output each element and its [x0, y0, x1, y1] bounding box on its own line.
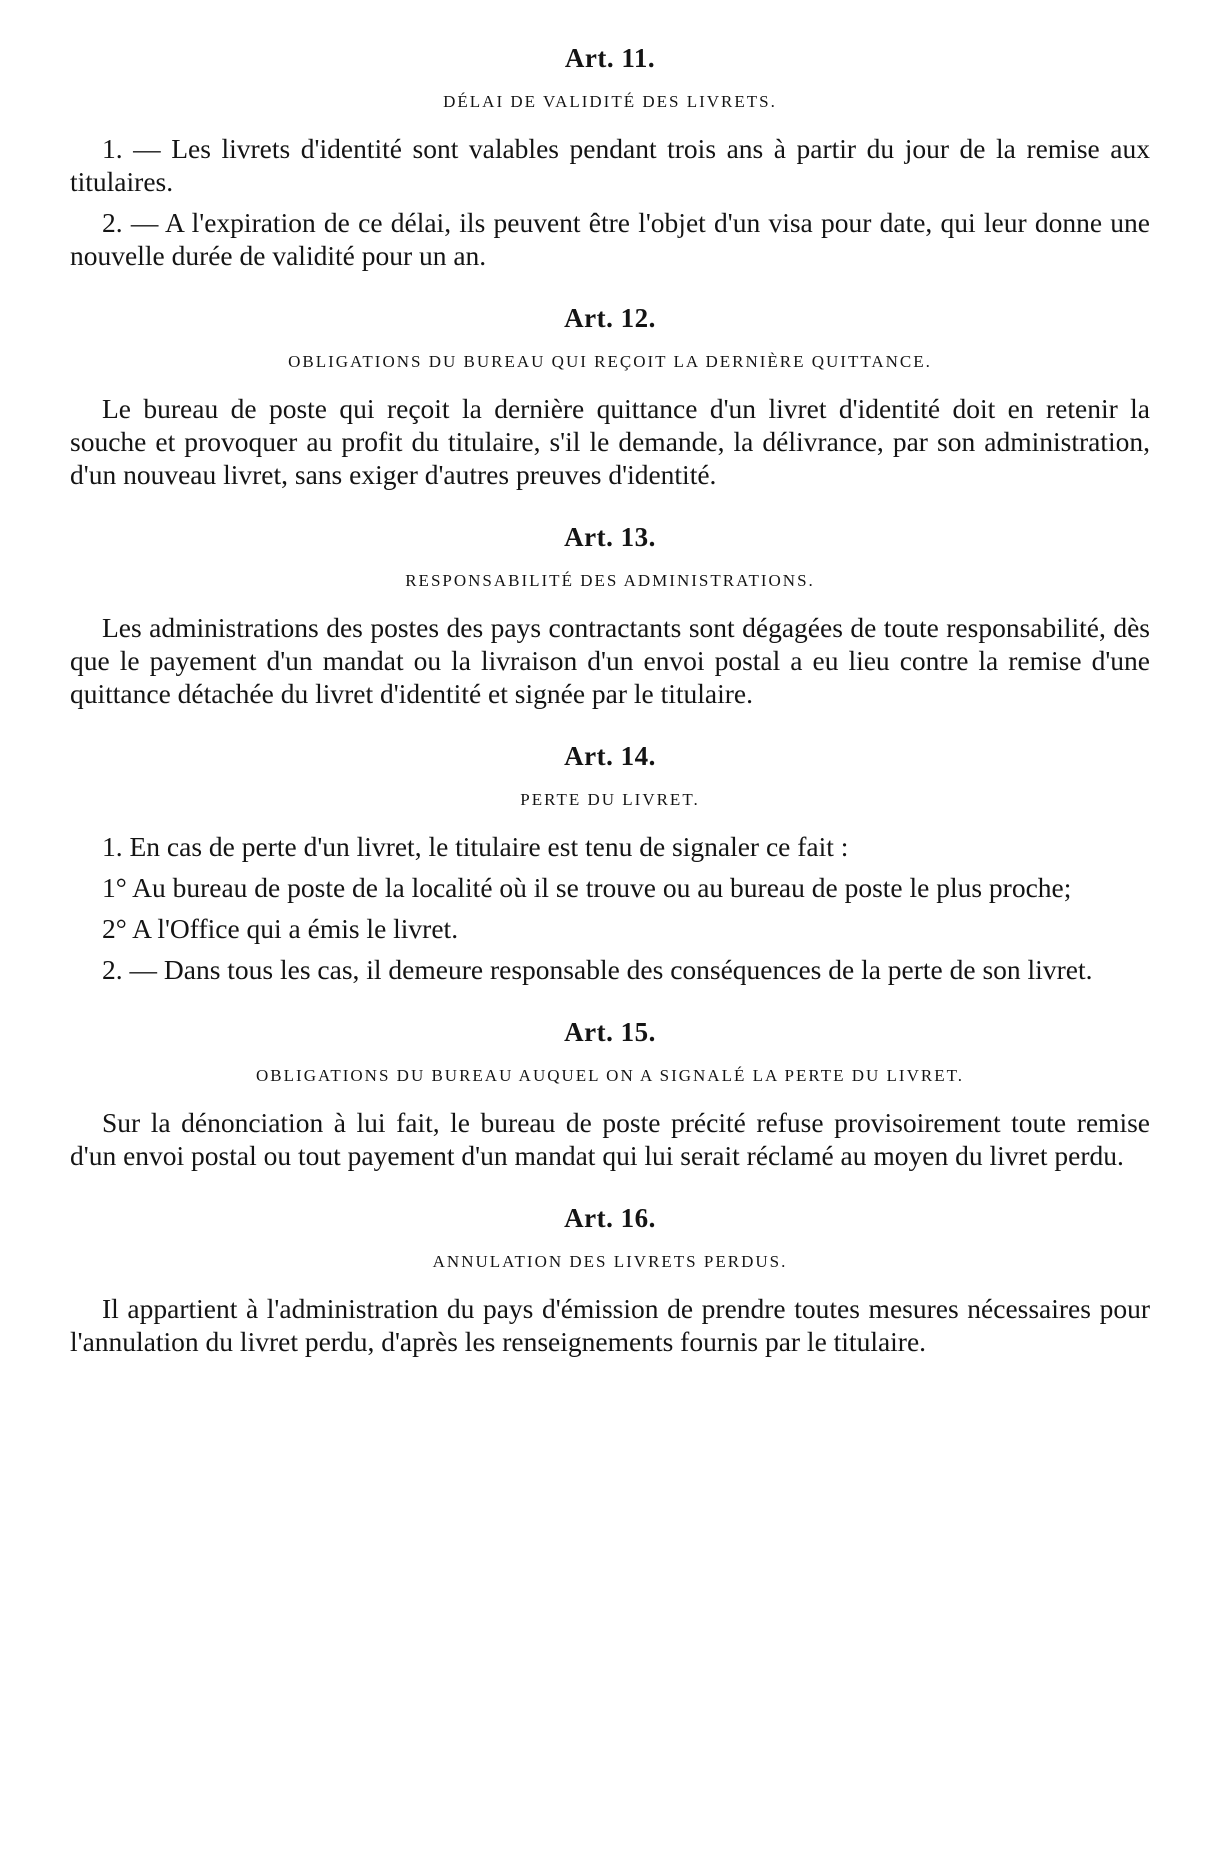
- article-heading: ANNULATION DES LIVRETS PERDUS.: [432, 1252, 788, 1271]
- article-paragraph: 1. — Les livrets d'identité sont valables pendant trois ans à partir du jour de la remise aux titulaires.: [70, 133, 1150, 197]
- article-title: Art. 16.: [564, 1203, 656, 1233]
- article-title: Art. 14.: [564, 741, 656, 771]
- article-16: [70, 1200, 1150, 1358]
- article-list-item: 2° A l'Office qui a émis le livret.: [102, 913, 459, 944]
- article-15: [70, 1014, 1150, 1172]
- article-title: Art. 12.: [564, 303, 656, 333]
- article-heading: DÉLAI DE VALIDITÉ DES LIVRETS.: [443, 92, 777, 111]
- article-title: Art. 11.: [564, 43, 656, 73]
- article-12: [70, 300, 1150, 491]
- article-paragraph: 1. En cas de perte d'un livret, le titulaire est tenu de signaler ce fait :: [102, 831, 849, 862]
- article-paragraph: Le bureau de poste qui reçoit la dernière quittance d'un livret d'identité doit en retenir la souche et provoquer au profit du titulaire, s'il le demande, la délivrance, par son administration, d'un nouveau livret, sans exiger d'autres preuves d'identité.: [70, 393, 1150, 490]
- article-heading: OBLIGATIONS DU BUREAU AUQUEL ON A SIGNALÉ LA PERTE DU LIVRET.: [256, 1066, 964, 1085]
- article-paragraph: Les administrations des postes des pays contractants sont dégagées de toute responsabilité, dès que le payement d'un mandat ou la livraison d'un envoi postal a eu lieu contre la remise d'une quittance détachée du livret d'identité et signée par le titulaire.: [70, 612, 1150, 709]
- article-title: Art. 13.: [564, 522, 656, 552]
- article-title: Art. 15.: [564, 1017, 656, 1047]
- article-heading: RESPONSABILITÉ DES ADMINISTRATIONS.: [405, 571, 815, 590]
- article-14: [70, 738, 1150, 986]
- article-paragraph: 2. — A l'expiration de ce délai, ils peuvent être l'objet d'un visa pour date, qui leur donne une nouvelle durée de validité pour un an.: [70, 207, 1150, 271]
- article-heading: OBLIGATIONS DU BUREAU QUI REÇOIT LA DERNIÈRE QUITTANCE.: [288, 352, 932, 371]
- article-11: [70, 40, 1150, 272]
- article-paragraph: Sur la dénonciation à lui fait, le bureau de poste précité refuse provisoirement toute remise d'un envoi postal ou tout payement d'un mandat qui lui serait réclamé au moyen du livret perdu.: [70, 1107, 1150, 1171]
- article-13: [70, 519, 1150, 710]
- article-paragraph: Il appartient à l'administration du pays d'émission de prendre toutes mesures nécessaires pour l'annulation du livret perdu, d'après les renseignements fournis par le titulaire.: [70, 1293, 1150, 1357]
- article-heading: PERTE DU LIVRET.: [520, 790, 700, 809]
- article-list-item: 1° Au bureau de poste de la localité où il se trouve ou au bureau de poste le plus proche;: [102, 872, 1072, 903]
- article-paragraph: 2. — Dans tous les cas, il demeure responsable des conséquences de la perte de son livret.: [102, 954, 1093, 985]
- document-body: [70, 40, 1150, 1386]
